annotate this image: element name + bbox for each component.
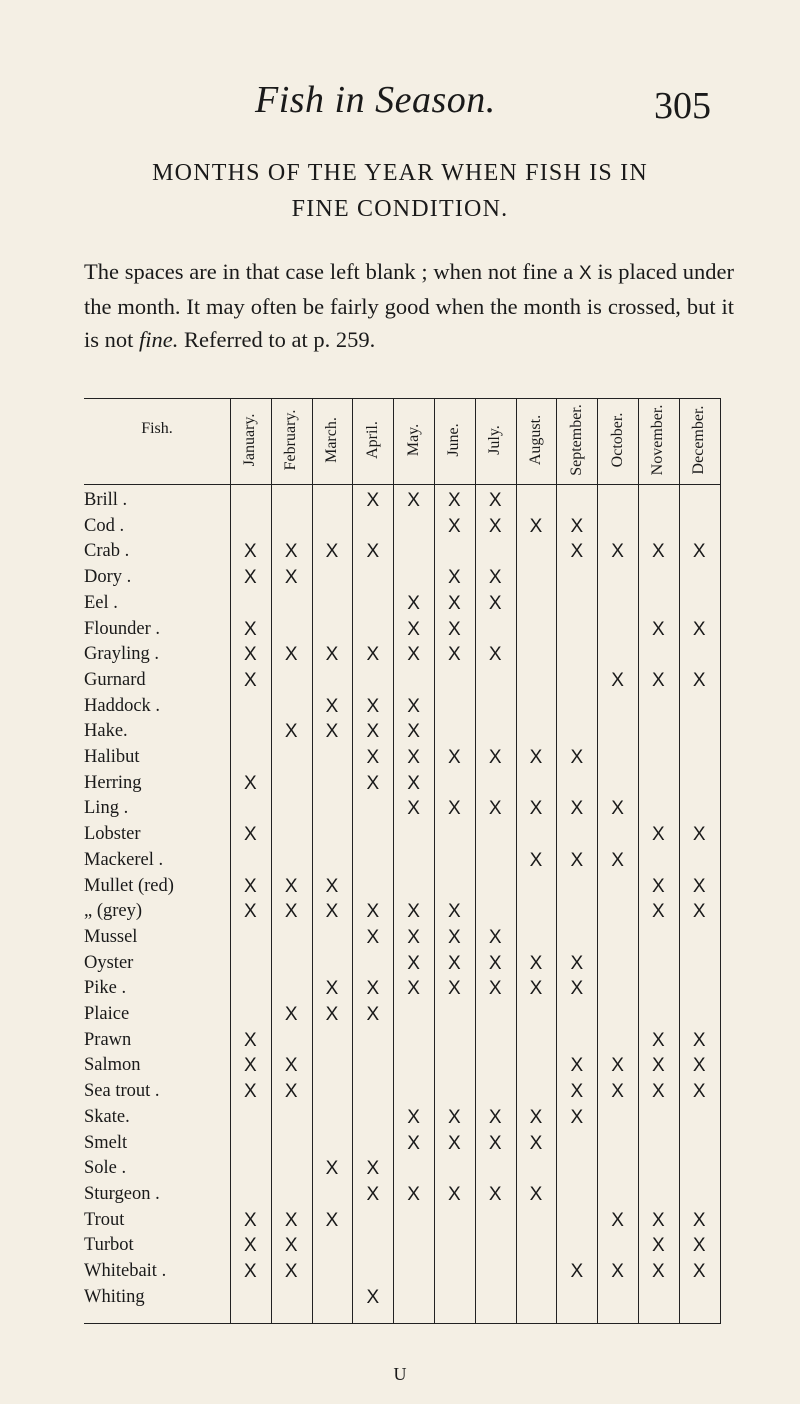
table-row xyxy=(84,925,720,950)
x-mark: X xyxy=(407,721,420,743)
x-mark: X xyxy=(284,644,298,666)
fish-name: Hake. xyxy=(84,721,128,742)
fish-column-header: Fish. xyxy=(141,420,173,437)
fish-name: Lobster xyxy=(84,824,141,845)
x-mark: X xyxy=(652,1081,665,1103)
x-mark: X xyxy=(692,1081,706,1103)
fish-name: Trout xyxy=(84,1209,125,1230)
x-mark: X xyxy=(448,490,461,511)
fish-name: Mullet (red) xyxy=(84,875,174,896)
x-mark: X xyxy=(692,1055,706,1077)
fish-name: Plaice xyxy=(84,1004,130,1024)
table-row xyxy=(84,514,720,539)
table-row xyxy=(84,668,720,693)
x-mark: X xyxy=(488,567,502,589)
fish-name: Prawn xyxy=(84,1029,132,1050)
x-mark: X xyxy=(325,901,339,923)
x-mark: X xyxy=(366,490,380,511)
x-mark: X xyxy=(244,1261,257,1282)
x-mark: X xyxy=(570,1055,584,1077)
table-row xyxy=(84,1259,720,1284)
x-mark: X xyxy=(244,772,257,794)
table-bottom-rule xyxy=(84,1323,720,1324)
x-mark: X xyxy=(570,541,584,563)
month-header: November. xyxy=(649,404,667,476)
x-mark: X xyxy=(244,567,257,589)
month-header: January. xyxy=(241,413,259,467)
x-mark: X xyxy=(325,644,339,666)
fish-name: Pike . xyxy=(84,978,127,999)
table-row xyxy=(84,745,720,770)
table-row xyxy=(84,1208,720,1233)
table-row xyxy=(84,1182,720,1207)
x-mark: X xyxy=(366,644,380,666)
table-row xyxy=(84,1285,720,1310)
x-mark: X xyxy=(692,618,706,640)
fish-name: Whiting xyxy=(84,1286,145,1307)
fish-name: Oyster xyxy=(84,952,134,973)
intro-text-2: is placed under the month. It may often be fairly good when the month is crossed, but it is not xyxy=(84,259,735,352)
x-mark: X xyxy=(692,541,706,563)
x-mark: X xyxy=(570,952,584,974)
x-mark: X xyxy=(570,978,584,1000)
x-mark: X xyxy=(448,592,461,614)
fish-name: Ling . xyxy=(84,798,129,819)
fish-name: Gurnard xyxy=(84,669,146,690)
fish-name: Herring xyxy=(84,772,142,793)
x-mark: X xyxy=(325,978,339,1000)
x-mark: X xyxy=(244,1029,257,1051)
x-mark: X xyxy=(529,952,543,974)
x-mark: X xyxy=(488,952,502,974)
x-mark: X xyxy=(692,669,706,691)
intro-text-3: Referred to at p. 259. xyxy=(184,327,376,352)
x-mark: X xyxy=(284,1209,298,1231)
x-mark: X xyxy=(366,1183,380,1205)
table-row xyxy=(84,771,720,796)
table-row xyxy=(84,1131,720,1156)
fish-name: Cod . xyxy=(84,515,125,536)
x-mark: X xyxy=(652,1209,665,1231)
table-row xyxy=(84,1105,720,1130)
x-mark: X xyxy=(488,747,502,768)
x-mark: X xyxy=(652,669,665,691)
x-mark: X xyxy=(570,1261,584,1282)
x-mark: X xyxy=(488,644,502,666)
x-mark: X xyxy=(366,772,380,794)
x-mark: X xyxy=(529,1106,543,1128)
x-mark: X xyxy=(692,1235,706,1257)
x-mark: X xyxy=(448,1183,461,1205)
table-row xyxy=(84,1233,720,1258)
x-mark: X xyxy=(611,1081,624,1103)
x-mark: X xyxy=(366,541,380,563)
fish-name: Grayling . xyxy=(84,644,160,665)
x-mark: X xyxy=(488,798,502,820)
x-mark: X xyxy=(529,978,543,1000)
fish-name: Flounder . xyxy=(84,618,161,639)
x-mark: X xyxy=(570,515,584,537)
x-mark: X xyxy=(529,747,543,768)
fish-name: Turbot xyxy=(84,1235,134,1256)
x-mark: X xyxy=(366,978,380,1000)
x-mark: X xyxy=(488,1106,502,1128)
x-mark: X xyxy=(570,849,584,871)
x-mark: X xyxy=(692,1261,706,1282)
fish-name: Skate. xyxy=(84,1106,130,1127)
x-mark: X xyxy=(244,875,257,897)
x-mark: X xyxy=(284,901,298,923)
page-number: 305 xyxy=(654,85,711,127)
fish-season-table xyxy=(84,398,720,1358)
x-mark: X xyxy=(407,1106,420,1128)
table-row xyxy=(84,539,720,564)
column-rule xyxy=(720,398,721,1324)
x-mark: X xyxy=(244,541,257,563)
x-mark: X xyxy=(366,926,380,948)
x-mark: X xyxy=(488,1132,502,1154)
x-mark: X xyxy=(325,721,339,743)
x-mark: X xyxy=(488,978,502,1000)
x-mark: X xyxy=(284,1081,298,1103)
x-mark: X xyxy=(407,592,420,614)
table-row xyxy=(84,1028,720,1053)
x-mark: X xyxy=(652,901,665,923)
x-mark: X xyxy=(244,618,257,640)
table-row xyxy=(84,1079,720,1104)
x-mark: X xyxy=(325,1158,339,1180)
table-row xyxy=(84,591,720,616)
intro-text-1: The spaces are in that case left blank ; when not fine a xyxy=(84,259,574,284)
x-mark: X xyxy=(611,1261,624,1282)
x-mark: X xyxy=(488,592,502,614)
x-mark: X xyxy=(570,1106,584,1128)
x-mark: X xyxy=(448,644,461,666)
x-mark: X xyxy=(325,875,339,897)
fish-name: Halibut xyxy=(84,747,140,767)
x-mark: X xyxy=(366,747,380,768)
x-mark: X xyxy=(488,1183,502,1205)
fish-name: Eel . xyxy=(84,592,118,613)
x-mark: X xyxy=(488,926,502,948)
month-header: August. xyxy=(527,414,544,466)
page-title-line-1: MONTHS OF THE YEAR WHEN FISH IS IN xyxy=(152,160,648,186)
x-mark: X xyxy=(652,824,665,846)
x-mark: X xyxy=(244,1235,257,1257)
x-mark: X xyxy=(611,541,624,563)
x-mark: X xyxy=(529,849,543,871)
x-mark: X xyxy=(652,1055,665,1077)
x-mark: X xyxy=(692,901,706,923)
fish-name: Mackerel . xyxy=(84,849,164,870)
table-row xyxy=(84,719,720,744)
x-mark: X xyxy=(570,798,584,820)
x-mark: X xyxy=(325,1209,339,1231)
x-mark: X xyxy=(366,1004,380,1025)
x-mark: X xyxy=(366,721,380,743)
month-header: May. xyxy=(404,423,422,457)
x-mark: X xyxy=(244,1055,257,1077)
x-mark: X xyxy=(407,1183,420,1205)
x-mark: X xyxy=(652,875,665,897)
x-mark: X xyxy=(284,721,298,743)
x-mark: X xyxy=(448,798,461,820)
x-mark: X xyxy=(448,515,461,537)
fish-name: Brill . xyxy=(84,490,128,510)
table-row xyxy=(84,488,720,513)
fish-name: Salmon xyxy=(84,1055,141,1076)
table-row xyxy=(84,848,720,873)
month-header: February. xyxy=(282,409,300,471)
x-mark: X xyxy=(407,798,420,820)
month-header: September. xyxy=(567,404,585,476)
page-title-line-2: FINE CONDITION. xyxy=(291,196,509,222)
month-header: December. xyxy=(690,405,708,475)
fish-name: Haddock . xyxy=(84,695,161,716)
x-mark: X xyxy=(611,798,624,820)
signature-mark: U xyxy=(393,1364,407,1384)
x-mark: X xyxy=(244,644,257,666)
x-mark: X xyxy=(407,1132,420,1154)
x-mark: X xyxy=(529,798,543,820)
table-row xyxy=(84,642,720,667)
table-row xyxy=(84,899,720,924)
x-mark: X xyxy=(284,1004,298,1025)
month-header: July. xyxy=(486,425,504,455)
table-row xyxy=(84,1156,720,1181)
x-mark: X xyxy=(652,1235,665,1257)
table-row xyxy=(84,1053,720,1078)
month-header: April. xyxy=(363,421,381,459)
month-header: October. xyxy=(608,412,626,468)
fish-name: Whitebait . xyxy=(84,1261,167,1281)
x-mark: X xyxy=(407,772,420,794)
x-mark: X xyxy=(652,618,665,640)
x-mark: X xyxy=(244,901,257,923)
x-mark: X xyxy=(570,1081,584,1103)
x-mark: X xyxy=(244,1209,257,1231)
x-mark: X xyxy=(529,515,543,537)
x-mark: X xyxy=(407,695,420,717)
x-mark: X xyxy=(325,695,339,717)
fish-name: Crab . xyxy=(84,541,130,562)
x-mark: X xyxy=(652,1261,665,1282)
intro-x-mark: X xyxy=(579,263,592,284)
x-mark: X xyxy=(652,1029,665,1051)
page-title xyxy=(0,155,800,227)
x-mark: X xyxy=(448,747,461,768)
x-mark: X xyxy=(448,618,461,640)
fish-name: Dory . xyxy=(84,567,132,588)
x-mark: X xyxy=(488,490,502,511)
x-mark: X xyxy=(407,926,420,948)
month-header: March. xyxy=(323,417,340,463)
x-mark: X xyxy=(652,541,665,563)
x-mark: X xyxy=(407,952,420,974)
x-mark: X xyxy=(448,926,461,948)
x-mark: X xyxy=(692,875,706,897)
x-mark: X xyxy=(407,618,420,640)
x-mark: X xyxy=(692,1209,706,1231)
x-mark: X xyxy=(284,1261,298,1282)
x-mark: X xyxy=(284,875,298,897)
x-mark: X xyxy=(407,747,420,768)
table-row xyxy=(84,822,720,847)
x-mark: X xyxy=(284,1055,298,1077)
fish-name: Sole . xyxy=(84,1158,127,1179)
x-mark: X xyxy=(366,1286,380,1308)
x-mark: X xyxy=(529,1183,543,1205)
x-mark: X xyxy=(448,1132,461,1154)
fish-name: Mussel xyxy=(84,926,138,947)
x-mark: X xyxy=(284,567,298,589)
x-mark: X xyxy=(611,1209,624,1231)
x-mark: X xyxy=(407,978,420,1000)
table-header-rule xyxy=(84,484,720,485)
fish-name: Sea trout . xyxy=(84,1081,160,1102)
x-mark: X xyxy=(448,952,461,974)
x-mark: X xyxy=(366,1158,380,1180)
fish-name: „ (grey) xyxy=(84,901,143,922)
table-row xyxy=(84,565,720,590)
x-mark: X xyxy=(611,849,624,871)
x-mark: X xyxy=(488,515,502,537)
x-mark: X xyxy=(284,1235,298,1257)
month-header: June. xyxy=(445,423,463,457)
x-mark: X xyxy=(244,669,257,691)
x-mark: X xyxy=(448,567,461,589)
x-mark: X xyxy=(366,695,380,717)
x-mark: X xyxy=(692,824,706,846)
x-mark: X xyxy=(611,669,624,691)
x-mark: X xyxy=(448,978,461,1000)
x-mark: X xyxy=(570,747,584,768)
x-mark: X xyxy=(611,1055,624,1077)
table-row xyxy=(84,694,720,719)
fish-name: Sturgeon . xyxy=(84,1183,160,1204)
x-mark: X xyxy=(692,1029,706,1051)
table-row xyxy=(84,874,720,899)
running-head: Fish in Season. xyxy=(255,79,496,121)
intro-paragraph xyxy=(84,255,734,356)
intro-emphasis: fine. xyxy=(139,327,179,352)
table-row xyxy=(84,617,720,642)
x-mark: X xyxy=(244,824,257,846)
x-mark: X xyxy=(407,901,420,923)
x-mark: X xyxy=(325,541,339,563)
x-mark: X xyxy=(366,901,380,923)
x-mark: X xyxy=(244,1081,257,1103)
fish-name: Smelt xyxy=(84,1132,128,1153)
x-mark: X xyxy=(407,644,420,666)
table-row xyxy=(84,1002,720,1027)
x-mark: X xyxy=(529,1132,543,1154)
table-row xyxy=(84,951,720,976)
x-mark: X xyxy=(325,1004,339,1025)
x-mark: X xyxy=(448,901,461,923)
table-row xyxy=(84,796,720,821)
table-top-rule xyxy=(84,398,720,399)
table-row xyxy=(84,976,720,1001)
x-mark: X xyxy=(284,541,298,563)
x-mark: X xyxy=(448,1106,461,1128)
x-mark: X xyxy=(407,490,420,511)
